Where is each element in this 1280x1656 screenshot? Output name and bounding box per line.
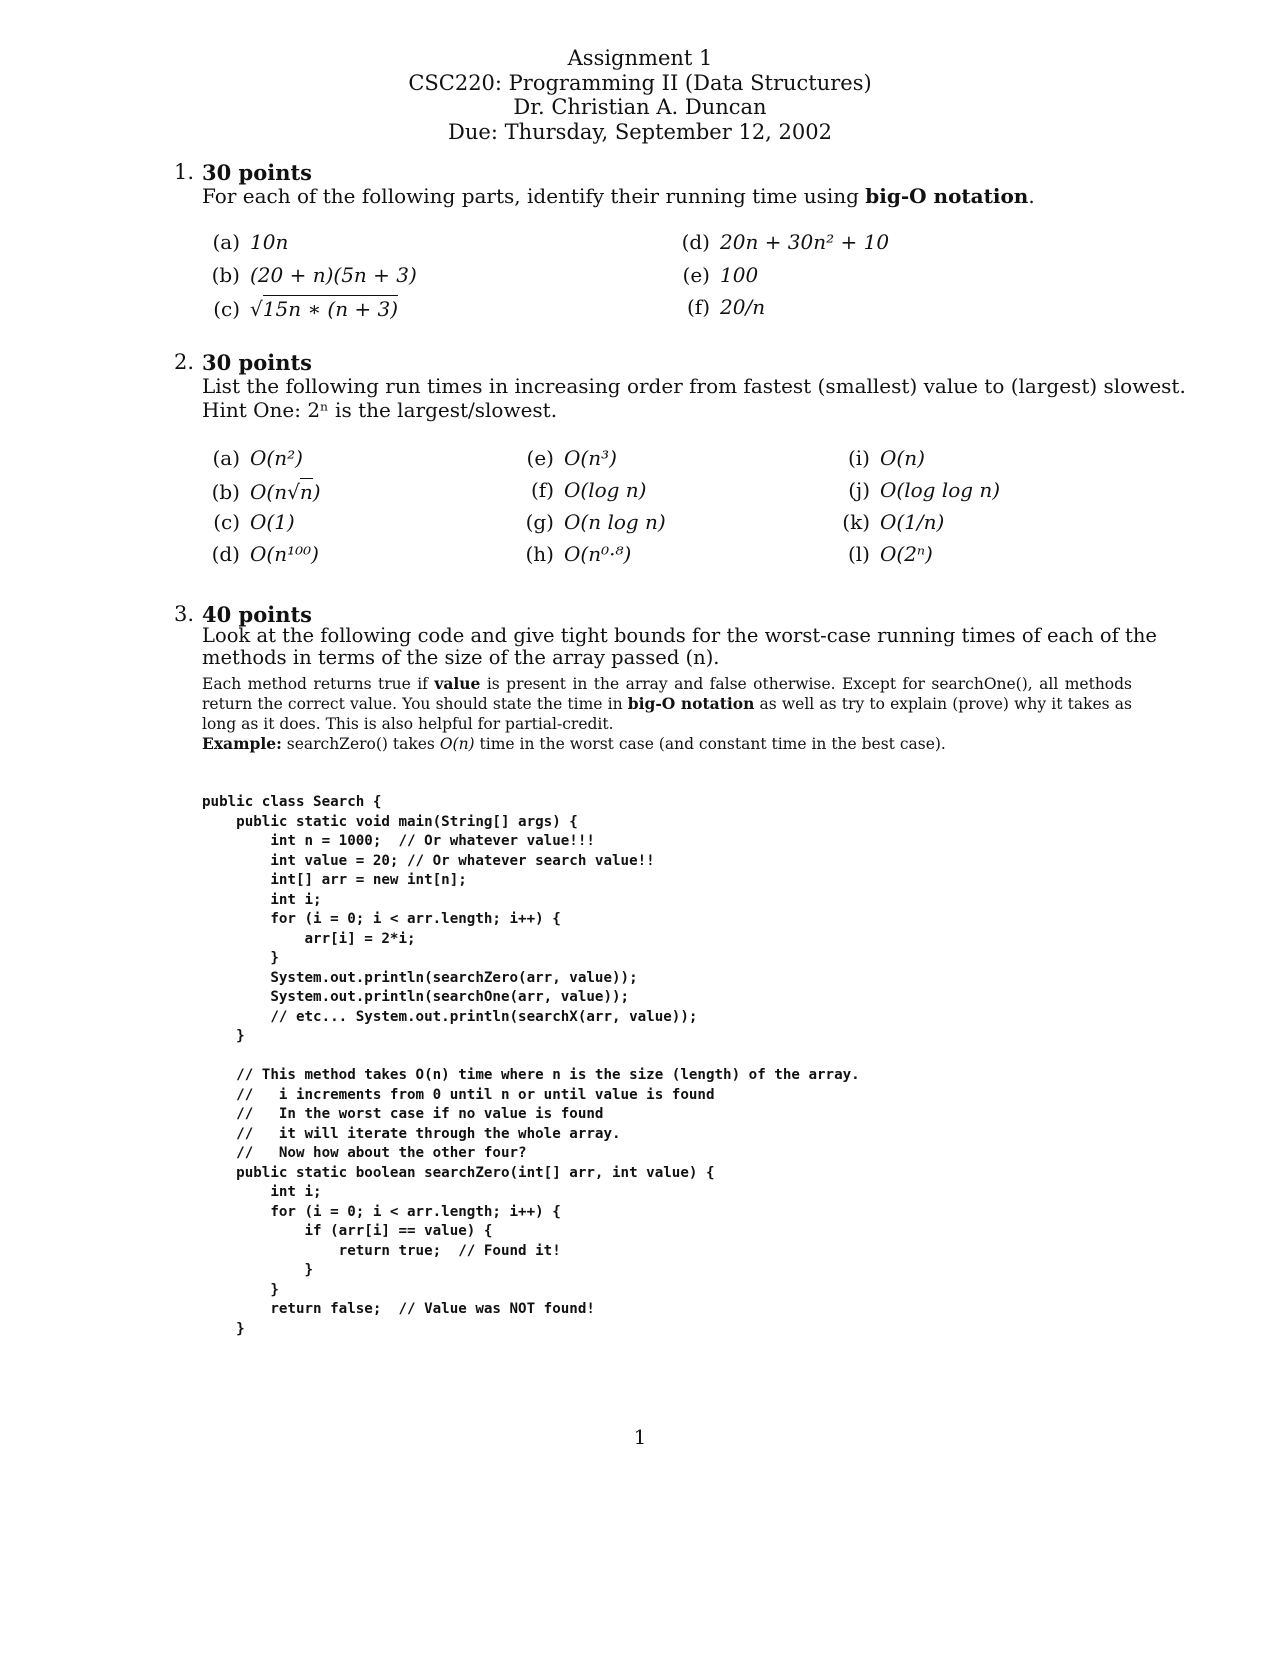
q2-hint: Hint One: 2ⁿ is the largest/slowest. — [202, 398, 558, 422]
q2-number: 2. — [174, 350, 195, 374]
q2-prompt: List the following run times in increasing order from fastest (smallest) value to (largest) slowest. — [202, 374, 1186, 398]
q1-prompt-bold: big-O notation — [865, 184, 1029, 208]
q2-item-c: (c) O(1) — [213, 510, 295, 534]
q2-item-b: (b) O(n√n) — [211, 480, 321, 504]
q1-item-f: (f) 20/n — [686, 295, 766, 319]
q3-example: Example: searchZero() takes O(n) time in the worst case (and constant time in the best case). — [202, 734, 946, 753]
q3-detail: Each method returns true if value is present in the array and false otherwise. Except for searchOne(), all methods return the correct value. You should state the time in big-O notation as well as try to explain (prove) why it takes as long as it does. This is also helpful for partial-credit. — [202, 674, 1133, 733]
page-number: 1 — [633, 1425, 647, 1449]
q2-item-i: (i) O(n) — [847, 446, 925, 470]
assignment-header — [0, 46, 1280, 144]
sqrt-symbol: √ — [250, 297, 263, 321]
q1-number: 1. — [174, 160, 195, 184]
q1-prompt — [202, 184, 1035, 208]
q1-item-b: (b) (20 + n)(5n + 3) — [211, 263, 417, 287]
q1-prompt-pre: For each of the following parts, identify their running time using — [202, 184, 866, 208]
q2-points: 30 points — [202, 350, 312, 375]
q1-prompt-post: . — [1028, 184, 1035, 208]
q2-item-e: (e) O(n³) — [526, 446, 617, 470]
q2-item-g: (g) O(n log n) — [525, 510, 666, 534]
due-date: Due: Thursday, September 12, 2002 — [448, 119, 832, 144]
q2-item-j: (j) O(log log n) — [848, 478, 1001, 502]
course-name: CSC220: Programming II (Data Structures) — [408, 70, 872, 95]
q1-item-e: (e) 100 — [682, 263, 759, 287]
q1-item-c: (c) √15n ∗ (n + 3) — [213, 297, 399, 321]
q2-item-l: (l) O(2ⁿ) — [847, 542, 933, 566]
q2-item-d: (d) O(n¹⁰⁰) — [211, 542, 319, 566]
q2-item-f: (f) O(log n) — [530, 478, 647, 502]
q3-prompt-line2: methods in terms of the size of the array passed (n). — [202, 646, 720, 669]
q2-item-k: (k) O(1/n) — [842, 510, 945, 534]
q1-item-a: (a) 10n — [212, 230, 289, 254]
q3-prompt-line1: Look at the following code and give tight bounds for the worst-case running times of each of the — [202, 624, 1157, 647]
q3-points: 40 points — [202, 602, 312, 627]
q1-item-d: (d) 20n + 30n² + 10 — [681, 230, 890, 254]
code-listing: public class Search { public static void main(String[] args) { int n = 1000; // Or whatever value!!! int value = 20; // Or whatever search value!! int[] arr = new int[n]; int i; for (i = 0; i < arr.length; i++) { arr[i] = 2*i; } System.out.println(searchZero(arr, value)); System.out.println(searchOne(arr, value)); // etc... System.out.println(searchX(arr, value)); } // This method takes O(n) time where n is the size (length) of the array. // i increments from 0 until n or until value is found // In the worst case if no value is found // it will iterate through the whole array. // Now how about the other four? public static boolean searchZero(int[] arr, int value) { int i; for (i = 0; i < arr.length; i++) { if (arr[i] == value) { return true; // Found it! } } return false; // Value was NOT found! } — [202, 794, 860, 1337]
q2-item-h: (h) O(n⁰·⁸) — [525, 542, 632, 566]
q1-points: 30 points — [202, 160, 312, 185]
q2-item-a: (a) O(n²) — [212, 446, 303, 470]
instructor-name: Dr. Christian A. Duncan — [513, 95, 767, 119]
q3-number: 3. — [174, 602, 195, 626]
assignment-title: Assignment 1 — [567, 46, 713, 70]
sqrt-symbol: √ — [287, 480, 300, 504]
